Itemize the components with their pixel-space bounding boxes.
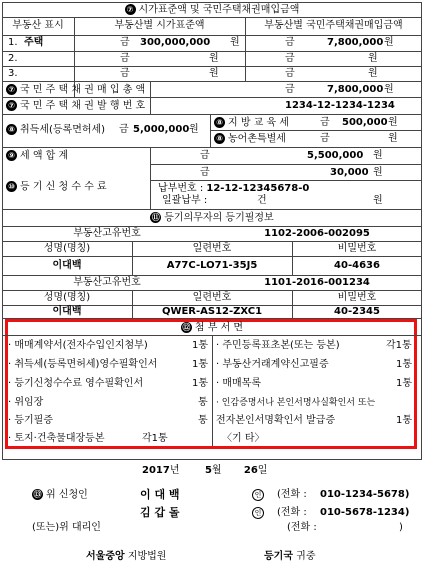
footer-court: 서울중앙 지방법원 [86, 551, 167, 562]
num-9-icon: ⑨ [6, 150, 17, 161]
num-13-icon: ⑬ [33, 490, 42, 499]
acq-tax-value: 5,000,000 [133, 124, 190, 135]
num-10-icon: ⑩ [6, 181, 17, 192]
col-bond-header: 부동산별 국민주택채권매입금액 [264, 20, 403, 31]
col-value-header: 부동산별 시가표준액 [114, 20, 205, 31]
registration-form: ⑦ 시가표준액 및 국민주택채권매입금액 부동산 표시 부동산별 시가표준액 부동산별 국민주택채권매입금액 1. 주택 금 300,000,000 원 금 7,800,000 원 2. 금 원 금 원 3. 금 원 금 원 ⑦ 국 민 주 택 채 권 매 입 총 액 금 7,800,000 원 ⑦ 국 민 주 택 채 권 발 행 번 호 1234-12-1234-1234 ⑧ 취득세(등록면허세) 금 5,000,000 원 ⑧ 지 방 교 육 세 금 500,000 원 ⑧ 농어촌특별세 금 원 ⑨ 세 액 합 계 금 5,500,000 원 ⑩ 등 기 신 청 수 수 료 금 30,000 원 납부번호 : 12-12-12345678-0 일괄납부 : 건 원 ⑪ 등기의무자의 등기필정보 부동산고유번호 1102-2006-002095 성명(명칭) 일련번호 비밀번호 이대백 A77C-LO71-35J5 40-4636 부동산고유번호 1101-2016-001234 성명(명칭) 일련번호 비밀번호 이대백 QWER-AS12-ZXC1 40-2345 ⑫ 첨 부 서 면 · 매매계약서(전자수입인지첨부) 1통 · 취득세(등록면허세)영수필확인서 1통 · 등기신청수수료 영수필확인서 1통 · 위임장 통 · 등기필증 통 · 토지·건축물대장등본 각1통 · 주민등록표초본(또는 등본) 각1통 · 부동산거래계약신고필증 1통 · 매매목록 1통 · 인감증명서나 본인서명사실확인서 또는 전자본인서명확인서 발급증 1통 〈기 타〉 2017년 5월 26일 ⑬ 위 신청인 이 대 백 인 (전화 : 010-1234-5678) 김 갑 돌 인 (전화 : 010-5678-1234) (또는)위 대리인 (전화 : ) 서울중앙 지방법원 등기국 귀중 [2, 2, 422, 570]
num-8-icon: ⑧ [214, 133, 225, 144]
edu-tax-label: ⑧ 지 방 교 육 세 [214, 117, 289, 130]
num-8-icon: ⑧ [6, 124, 17, 135]
num-12-icon: ⑫ [182, 323, 191, 332]
acq-tax-label: ⑧ 취득세(등록면허세) [6, 124, 105, 137]
bond-number-value: 1234-12-1234-1234 [285, 100, 395, 111]
obligor-title: ⑪ 등기의무자의 등기필정보 [151, 212, 274, 224]
num-7-icon: ⑦ [6, 100, 17, 111]
num-11-icon: ⑪ [151, 213, 160, 222]
edu-tax-value: 500,000 [342, 117, 388, 128]
pay-no: 납부번호 : 12-12-12345678-0 [158, 183, 310, 194]
bond-total-value: 7,800,000 [327, 84, 384, 95]
reg-fee-label: ⑩ 등 기 신 청 수 수 료 [6, 181, 107, 194]
seal-icon: 인 [252, 489, 264, 502]
reg-fee-value: 30,000 [330, 167, 369, 178]
footer-office: 등기국 귀중 [264, 551, 316, 562]
bond-number-label: ⑦ 국 민 주 택 채 권 발 행 번 호 [6, 100, 145, 113]
num-7-icon: ⑦ [6, 84, 17, 95]
attach-title: ⑫ 첨 부 서 면 [182, 322, 244, 334]
num-8-icon: ⑧ [214, 117, 225, 128]
tax-total-label: ⑨ 세 액 합 계 [6, 150, 68, 163]
num-7-icon: ⑦ [125, 4, 136, 15]
applicant-label: ⑬ 위 신청인 [33, 489, 88, 501]
agent-label: (또는)위 대리인 [32, 522, 101, 533]
seal-icon: 인 [252, 507, 264, 520]
bond-header: ⑦ 시가표준액 및 국민주택채권매입금액 [2, 4, 422, 17]
rural-tax-label: ⑧ 농어촌특별세 [214, 133, 286, 146]
date-line: 2017년 5월 26일 [142, 465, 268, 476]
bond-total-label: ⑦ 국 민 주 택 채 권 매 입 총 액 [6, 84, 145, 97]
col-prop-header: 부동산 표시 [12, 20, 64, 31]
tax-total-value: 5,500,000 [307, 150, 364, 161]
